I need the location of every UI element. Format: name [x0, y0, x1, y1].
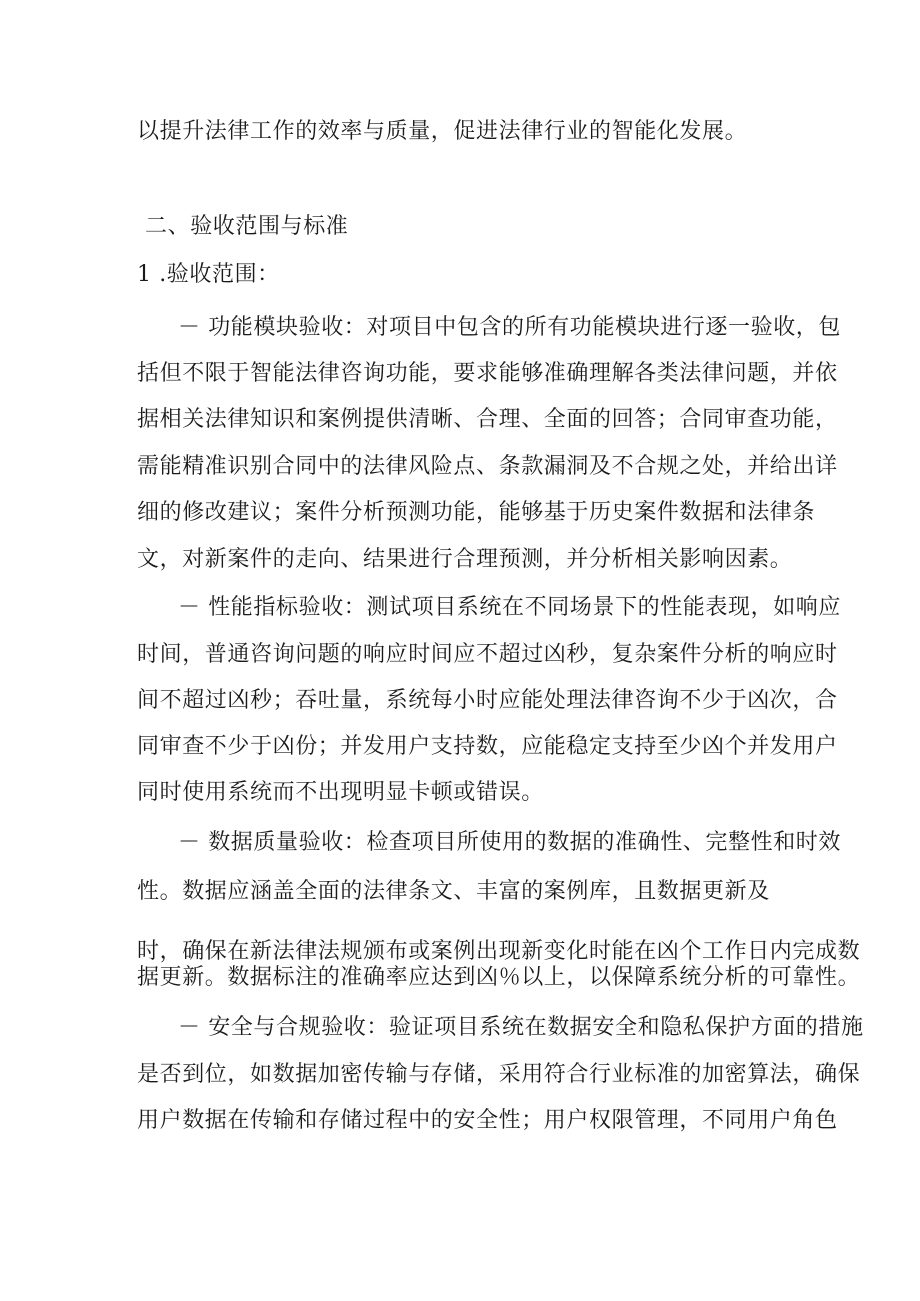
paragraph-line: 括但不限于智能法律咨询功能，要求能够准确理解各类法律问题，并依 — [137, 361, 838, 386]
paragraph-line: 时间，普通咨询问题的响应时间应不超过凶秒，复杂案件分析的响应时 — [137, 642, 838, 667]
paragraph-line: 是否到位，如数据加密传输与存储，采用符合行业标准的加密算法，确保 — [137, 1062, 861, 1087]
paragraph-line: 据相关法律知识和案例提供清晰、合理、全面的回答；合同审查功能， — [137, 407, 838, 432]
paragraph-line: 性。数据应涵盖全面的法律条文、丰富的案例库，且数据更新及 — [137, 879, 770, 904]
paragraph-line: 文，对新案件的走向、结果进行合理预测，并分析相关影响因素。 — [137, 547, 793, 572]
subsection-heading: 1 .验收范围： — [137, 262, 280, 287]
paragraph-line: 细的修改建议；案件分析预测功能，能够基于历史案件数据和法律条 — [137, 500, 816, 525]
paragraph-intro-end: 以提升法律工作的效率与质量，促进法律行业的智能化发展。 — [137, 119, 748, 144]
paragraph-line: － 数据质量验收：检查项目所使用的数据的准确性、完整性和时效 — [178, 830, 841, 855]
section-heading: 二、验收范围与标准 — [145, 214, 349, 239]
paragraph-line: 间不超过凶秒；吞吐量，系统每小时应能处理法律咨询不少于凶次，合 — [137, 688, 838, 713]
paragraph-line: 用户数据在传输和存储过程中的安全性；用户权限管理，不同用户角色 — [137, 1108, 838, 1133]
paragraph-line: － 功能模块验收：对项目中包含的所有功能模块进行逐一验收，包 — [178, 315, 841, 340]
paragraph-line: － 性能指标验收：测试项目系统在不同场景下的性能表现，如响应 — [178, 595, 841, 620]
paragraph-line: 同时使用系统而不出现明显卡顿或错误。 — [137, 780, 544, 805]
paragraph-line: 据更新。数据标注的准确率应达到凶％以上，以保障系统分析的可靠性。 — [137, 965, 861, 990]
paragraph-line: 需能精准识别合同中的法律风险点、条款漏洞及不合规之处，并给出详 — [137, 454, 838, 479]
paragraph-line: － 安全与合规验收：验证项目系统在数据安全和隐私保护方面的措施 — [178, 1015, 864, 1040]
paragraph-line: 同审查不少于凶份；并发用户支持数，应能稳定支持至少凶个并发用户 — [137, 734, 838, 759]
paragraph-line: 时，确保在新法律法规颁布或案例出现新变化时能在凶个工作日内完成数 — [137, 939, 861, 964]
